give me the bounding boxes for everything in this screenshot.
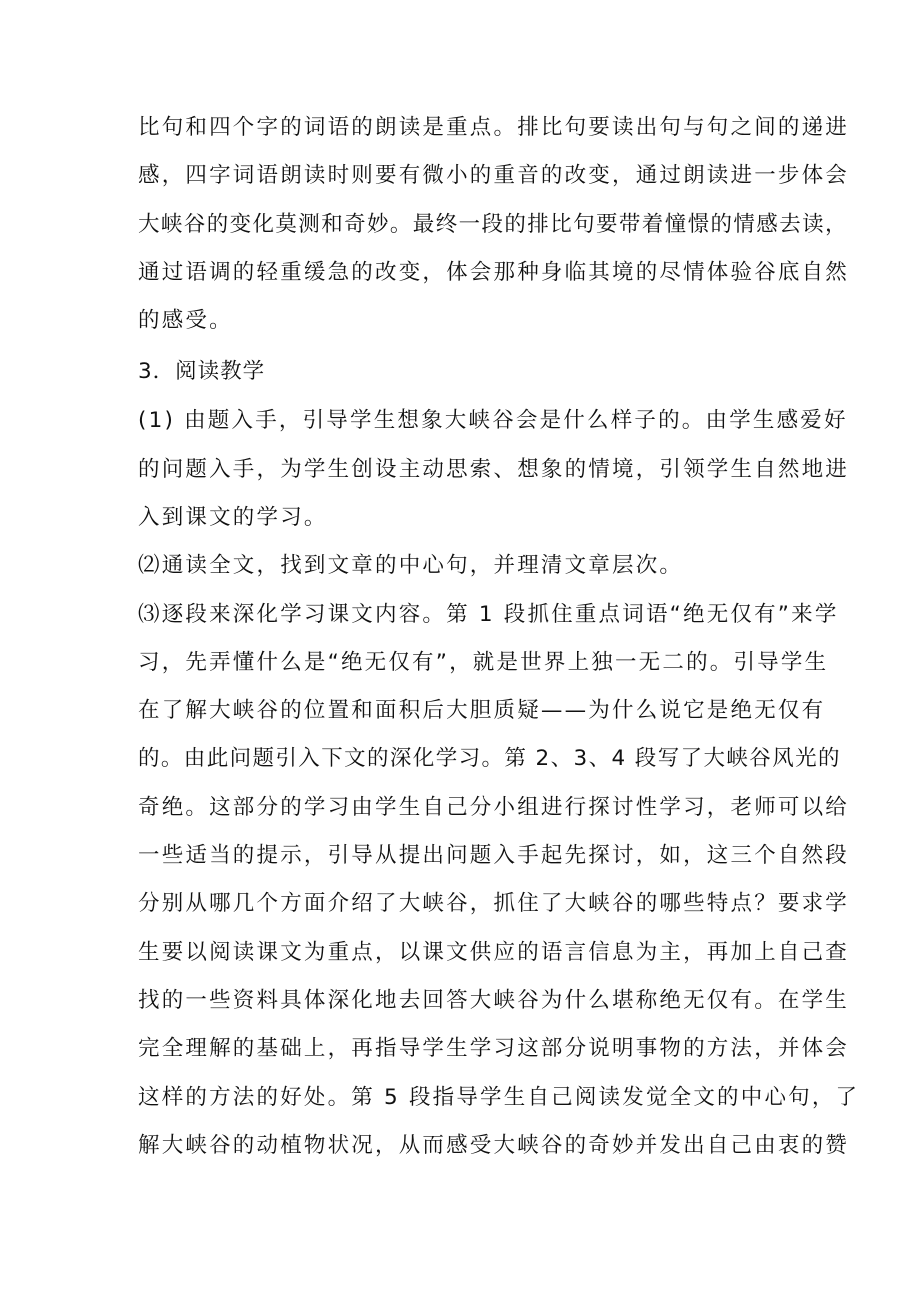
text-line-11: ⑶逐段来深化学习课文内容。第 1 段抓住重点词语“绝无仅有”来学: [138, 602, 839, 627]
text-line-17: 分别从哪几个方面介绍了大峡谷，抓住了大峡谷的哪些特点？要求学: [138, 891, 850, 916]
text-line-16: 一些适当的提示，引导从提出问题入手起先探讨，如，这三个自然段: [138, 843, 850, 868]
text-line-15: 奇绝。这部分的学习由学生自己分小组进行探讨性学习，老师可以给: [138, 795, 850, 820]
text-line-10: ⑵通读全文，找到文章的中心句，并理清文章层次。: [138, 553, 684, 578]
text-line-5: 的感受。: [138, 308, 233, 333]
text-line-18: 生要以阅读课文为重点，以课文供应的语言信息为主，再加上自己查: [138, 940, 850, 965]
text-line-19: 找的一些资料具体深化地去回答大峡谷为什么堪称绝无仅有。在学生: [138, 988, 850, 1013]
text-line-2: 感，四字词语朗读时则要有微小的重音的改变，通过朗读进一步体会: [138, 163, 850, 188]
text-line-21: 这样的方法的好处。第 5 段指导学生自己阅读发觉全文的中心句，了: [138, 1085, 860, 1110]
text-line-3: 大峡谷的变化莫测和奇妙。最终一段的排比句要带着憧憬的情感去读，: [138, 212, 848, 237]
text-line-9: 入到课文的学习。: [138, 505, 328, 530]
text-line-8: 的问题入手，为学生创设主动思索、想象的情境，引领学生自然地进: [138, 457, 850, 482]
text-line-12: 习，先弄懂什么是“绝无仅有”，就是世界上独一无二的。引导学生: [138, 650, 829, 675]
text-line-13: 在了解大峡谷的位置和面积后大胆质疑——为什么说它是绝无仅有: [138, 698, 826, 723]
text-line-7: (1) 由题入手，引导学生想象大峡谷会是什么样子的。由学生感爱好: [138, 408, 848, 433]
text-line-22: 解大峡谷的动植物状况，从而感受大峡谷的奇妙并发出自己由衷的赞: [138, 1133, 850, 1158]
text-line-14: 的。由此问题引入下文的深化学习。第 2、3、4 段写了大峡谷风光的: [138, 746, 841, 771]
text-line-20: 完全理解的基础上，再指导学生学习这部分说明事物的方法，并体会: [138, 1036, 850, 1061]
section-heading: 3．阅读教学: [138, 359, 266, 384]
text-line-1: 比句和四个字的词语的朗读是重点。排比句要读出句与句之间的递进: [138, 115, 850, 140]
text-line-4: 通过语调的轻重缓急的改变，体会那种身临其境的尽情体验谷底自然: [138, 260, 850, 285]
